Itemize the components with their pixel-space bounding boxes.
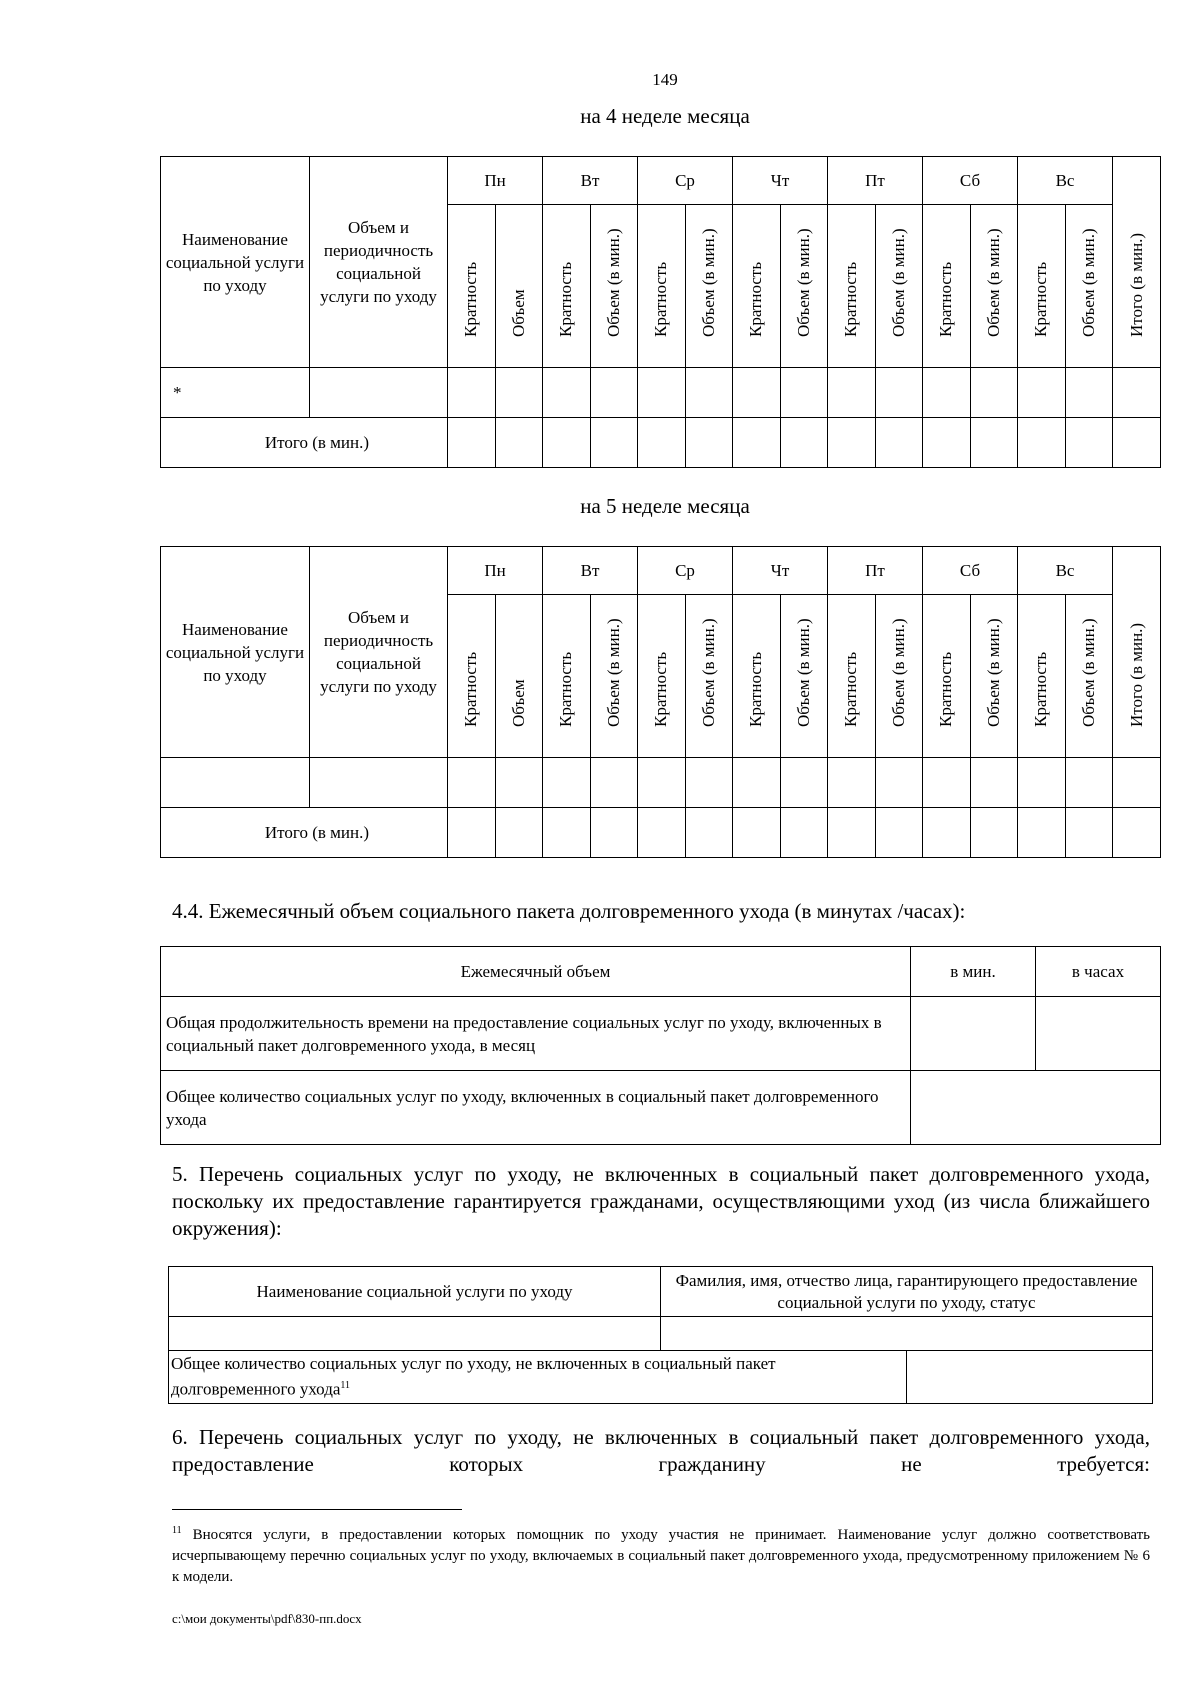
vol-label: Объем (в мин.) <box>888 228 908 337</box>
total-count-cell[interactable] <box>907 1351 1153 1404</box>
krat-label: Кратность <box>1031 651 1051 727</box>
total-count-label <box>169 1351 907 1404</box>
krat-label: Кратность <box>461 261 481 337</box>
caregiver-col-header: Фамилия, имя, отчество лица, гарантирующего предоставление социальной услуги по уходу, статус <box>661 1267 1153 1317</box>
volume-cell[interactable] <box>310 758 448 808</box>
mon-krat <box>448 595 496 758</box>
total-row <box>161 808 1161 858</box>
name-col-header: Наименование социальной услуги по уходу <box>161 157 310 368</box>
day-thu: Чт <box>733 547 828 595</box>
service-name-cell[interactable] <box>169 1317 661 1351</box>
krat-label: Кратность <box>651 261 671 337</box>
krat-label: Кратность <box>936 651 956 727</box>
volume-cell[interactable] <box>310 368 448 418</box>
caregiver-cell[interactable] <box>661 1317 1153 1351</box>
total-row <box>161 418 1161 468</box>
vol-label: Объем <box>508 679 528 727</box>
total-row-label: Итого (в мин.) <box>161 808 448 858</box>
day-sun: Вс <box>1018 547 1113 595</box>
week4-caption: на 4 неделе месяца <box>580 104 750 128</box>
week5-table <box>160 546 1161 858</box>
service-name-cell[interactable]: * <box>161 368 310 418</box>
vol-label: Объем (в мин.) <box>698 228 718 337</box>
fri-krat <box>828 595 876 758</box>
vol-label: Объем (в мин.) <box>1078 228 1098 337</box>
footnote-divider <box>172 1509 462 1510</box>
total-col-header <box>1113 157 1161 368</box>
day-wed: Ср <box>638 157 733 205</box>
wed-krat <box>638 205 686 368</box>
mon-vol <box>495 205 543 368</box>
table-row <box>169 1351 1153 1404</box>
week5-caption: на 5 неделе месяца <box>580 494 750 518</box>
section-6-heading: 6. Перечень социальных услуг по уходу, не включенных в социальный пакет долговременного ухода, предоставление которых гражданину не требуется: <box>172 1425 1150 1476</box>
thu-krat <box>733 595 781 758</box>
day-sat: Сб <box>923 547 1018 595</box>
fri-krat <box>828 205 876 368</box>
week4-table <box>160 156 1161 468</box>
minutes-col-header: в мин. <box>911 947 1036 997</box>
table-row <box>161 758 1161 808</box>
krat-label: Кратность <box>556 651 576 727</box>
count-value-cell[interactable] <box>911 1071 1161 1145</box>
service-name-col-header: Наименование социальной услуги по уходу <box>169 1267 661 1317</box>
day-sun: Вс <box>1018 157 1113 205</box>
krat-label: Кратность <box>841 651 861 727</box>
sun-krat <box>1018 595 1066 758</box>
hours-col-header: в часах <box>1036 947 1161 997</box>
day-tue: Вт <box>543 547 638 595</box>
page-number: 149 <box>652 70 678 89</box>
tue-krat <box>543 205 591 368</box>
vol-label: Объем (в мин.) <box>698 618 718 727</box>
day-sat: Сб <box>923 157 1018 205</box>
section-4-4-heading: 4.4. Ежемесячный объем социального пакета долговременного ухода (в минутах /часах): <box>172 899 966 923</box>
sun-vol <box>1065 595 1113 758</box>
mon-vol <box>495 595 543 758</box>
krat-label: Кратность <box>746 651 766 727</box>
total-col-header <box>1113 547 1161 758</box>
total-col-label: Итого (в мин.) <box>1126 622 1146 727</box>
volume-col-header: Объем и периодичность социальной услуги по уходу <box>310 157 448 368</box>
duration-minutes-cell[interactable] <box>911 997 1036 1071</box>
wed-vol <box>685 595 733 758</box>
sun-vol <box>1065 205 1113 368</box>
name-col-header: Наименование социальной услуги по уходу <box>161 547 310 758</box>
sat-krat <box>923 205 971 368</box>
vol-label: Объем (в мин.) <box>983 228 1003 337</box>
vol-label: Объем (в мин.) <box>888 618 908 727</box>
section-5-heading: 5. Перечень социальных услуг по уходу, не включенных в социальный пакет долговременного ухода, поскольку их предоставление гарантируется гражданами, осуществляющими уход (из числа ближайшего окружения): <box>172 1162 1150 1240</box>
fri-vol <box>875 595 923 758</box>
vol-label: Объем (в мин.) <box>1078 618 1098 727</box>
day-tue: Вт <box>543 157 638 205</box>
duration-row-label: Общая продолжительность времени на предоставление социальных услуг по уходу, включенных в социальный пакет долговременного ухода, в месяц <box>161 997 911 1071</box>
footnote-ref[interactable]: 11 <box>340 1380 351 1391</box>
sat-krat <box>923 595 971 758</box>
vol-label: Объем (в мин.) <box>603 228 623 337</box>
day-wed: Ср <box>638 547 733 595</box>
krat-label: Кратность <box>651 651 671 727</box>
vol-label: Объем (в мин.) <box>793 228 813 337</box>
sat-vol <box>970 595 1018 758</box>
sun-krat <box>1018 205 1066 368</box>
day-thu: Чт <box>733 157 828 205</box>
wed-krat <box>638 595 686 758</box>
count-row-label: Общее количество социальных услуг по уходу, включенных в социальный пакет долговременного ухода <box>161 1071 911 1145</box>
thu-krat <box>733 205 781 368</box>
krat-label: Кратность <box>746 261 766 337</box>
table-row <box>169 1317 1153 1351</box>
krat-label: Кратность <box>1031 261 1051 337</box>
monthly-col-header: Ежемесячный объем <box>161 947 911 997</box>
vol-label: Объем <box>508 289 528 337</box>
tue-vol <box>590 205 638 368</box>
fri-vol <box>875 205 923 368</box>
table-row <box>161 1071 1161 1145</box>
day-mon: Пн <box>448 547 543 595</box>
thu-vol <box>780 205 828 368</box>
tue-krat <box>543 595 591 758</box>
caregivers-table <box>168 1266 1153 1404</box>
duration-hours-cell[interactable] <box>1036 997 1161 1071</box>
table-row <box>161 368 1161 418</box>
day-mon: Пн <box>448 157 543 205</box>
footnote-mark: 11 <box>172 1525 182 1536</box>
tue-vol <box>590 595 638 758</box>
monthly-volume-table <box>160 946 1161 1145</box>
krat-label: Кратность <box>841 261 861 337</box>
total-row-label: Итого (в мин.) <box>161 418 448 468</box>
sat-vol <box>970 205 1018 368</box>
vol-label: Объем (в мин.) <box>603 618 623 727</box>
service-name-cell[interactable] <box>161 758 310 808</box>
day-fri: Пт <box>828 157 923 205</box>
thu-vol <box>780 595 828 758</box>
total-count-text: Общее количество социальных услуг по уходу, не включенных в социальный пакет долговременного ухода <box>171 1354 776 1399</box>
footnote-text: Вносятся услуги, в предоставлении которых помощник по уходу участия не принимает. Наименование услуг должно соответствовать исчерпывающему перечню социальных услуг по уходу, включаемых в социальный пакет долговременного ухода, предусмотренному приложением № 6 к модели. <box>172 1527 1150 1585</box>
table-row <box>161 997 1161 1071</box>
footnote <box>172 1520 1150 1588</box>
vol-label: Объем (в мин.) <box>793 618 813 727</box>
day-fri: Пт <box>828 547 923 595</box>
krat-label: Кратность <box>556 261 576 337</box>
volume-col-header: Объем и периодичность социальной услуги по уходу <box>310 547 448 758</box>
krat-label: Кратность <box>461 651 481 727</box>
total-col-label: Итого (в мин.) <box>1126 232 1146 337</box>
wed-vol <box>685 205 733 368</box>
footer-file-path: c:\мои документы\pdf\830-пп.docx <box>172 1611 362 1626</box>
krat-label: Кратность <box>936 261 956 337</box>
vol-label: Объем (в мин.) <box>983 618 1003 727</box>
mon-krat <box>448 205 496 368</box>
